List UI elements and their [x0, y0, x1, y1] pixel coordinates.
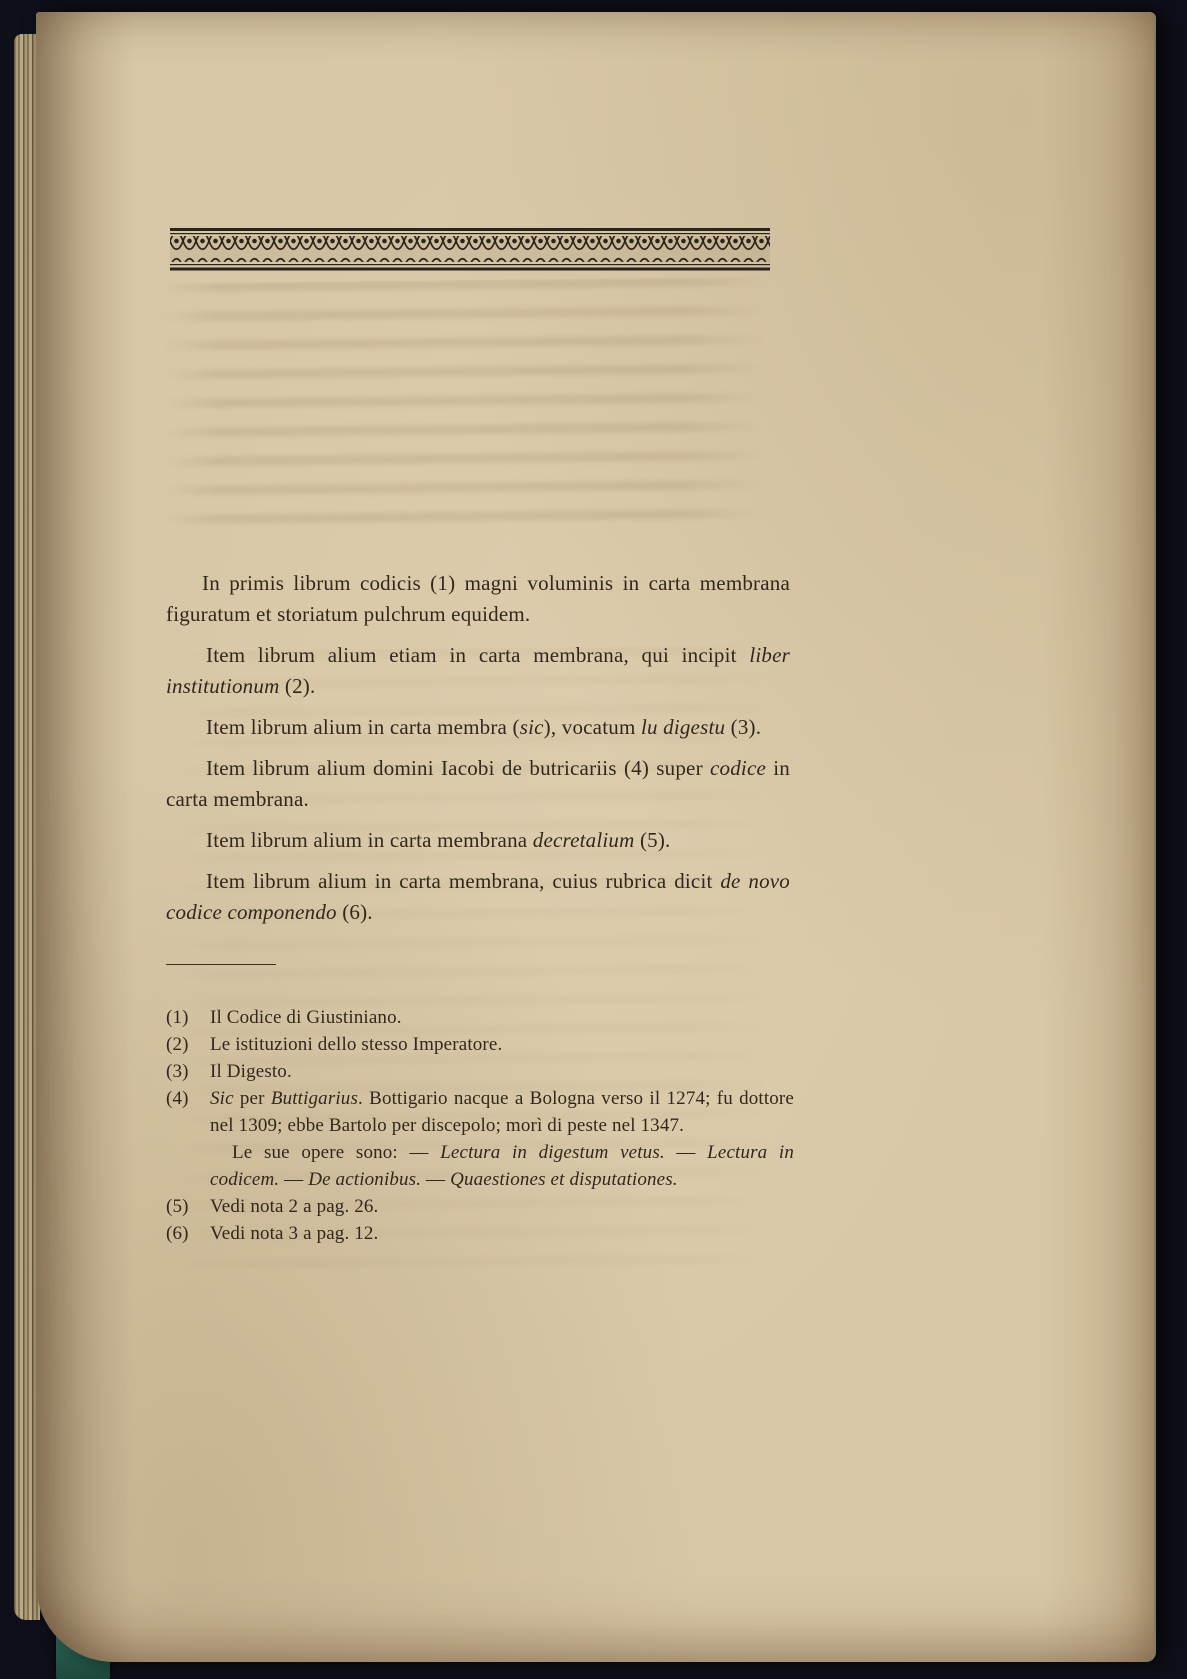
paragraph	[166, 866, 790, 928]
footnote-body	[210, 1193, 794, 1220]
paragraph	[166, 712, 790, 743]
text: (2).	[279, 674, 316, 698]
footnote-paragraph	[210, 1193, 794, 1220]
text: Vedi nota 2 a pag. 26.	[210, 1196, 379, 1217]
footnote	[166, 1193, 794, 1220]
footnote-body	[210, 1031, 794, 1058]
italic-text: de novo codice componendo	[166, 869, 790, 924]
italic-text: Buttigarius	[270, 1088, 359, 1109]
italic-text: decretalium	[532, 828, 635, 852]
footnote-paragraph	[210, 1004, 794, 1031]
footnote-paragraph	[210, 1220, 794, 1247]
footnote-paragraph	[210, 1085, 794, 1139]
text: Il Codice di Giustiniano.	[210, 1007, 402, 1028]
text: Le sue opere sono: —	[232, 1142, 441, 1163]
footnote	[166, 1220, 794, 1247]
paragraph	[166, 825, 790, 856]
text: —	[664, 1142, 708, 1163]
ornamental-band	[170, 228, 770, 272]
main-text-block	[166, 568, 790, 938]
footnote-paragraph	[210, 1058, 794, 1085]
italic-text: Sic	[210, 1088, 234, 1109]
footnote-body	[210, 1004, 794, 1031]
footnote-label: (6)	[166, 1223, 189, 1244]
text: Il Digesto.	[210, 1061, 292, 1082]
text: ), vocatum	[543, 715, 641, 739]
italic-text: De actionibus.	[308, 1169, 422, 1190]
paragraph	[166, 568, 790, 630]
footnote-paragraph	[210, 1139, 794, 1193]
footnote-label: (4)	[166, 1088, 189, 1109]
paragraph	[166, 640, 790, 702]
italic-text: Quaestiones et disputationes.	[450, 1169, 678, 1190]
footnote-body	[210, 1058, 794, 1085]
text: . Bottigario nacque a Bologna verso il 1274; fu dottore nel 1309; ebbe Bartolo per discepolo; morì di peste nel 1347.	[210, 1088, 794, 1136]
footnote	[166, 1031, 794, 1058]
italic-text: liber institutionum	[166, 643, 790, 698]
text: Le istituzioni dello stesso Imperatore.	[210, 1034, 503, 1055]
text: In primis librum codicis (1) magni voluminis in carta membrana figuratum et storiatum pulchrum equidem.	[166, 571, 790, 626]
footnotes-block	[166, 1004, 794, 1247]
footnote-body	[210, 1085, 794, 1193]
text: (5).	[634, 828, 671, 852]
text: per	[233, 1088, 271, 1109]
text: Vedi nota 3 a pag. 12.	[210, 1223, 379, 1244]
footnote	[166, 1004, 794, 1031]
text: Item librum alium in carta membra (	[206, 715, 520, 739]
text: Item librum alium domini Iacobi de butricariis (4) super	[206, 756, 711, 780]
text: Item librum alium etiam in carta membrana, qui incipit	[206, 643, 750, 667]
footnote	[166, 1058, 794, 1085]
footnote-body	[210, 1220, 794, 1247]
footnote-label: (2)	[166, 1034, 189, 1055]
page	[36, 12, 1154, 1662]
text: (3).	[725, 715, 762, 739]
text: —	[279, 1169, 309, 1190]
footnote-label: (3)	[166, 1061, 189, 1082]
text: Item librum alium in carta membrana, cuius rubrica dicit	[206, 869, 721, 893]
footnote-label: (1)	[166, 1007, 189, 1028]
show-through-text	[164, 277, 766, 539]
italic-text: lu digestu	[640, 715, 726, 739]
footnote-label: (5)	[166, 1196, 189, 1217]
text: Item librum alium in carta membrana	[206, 828, 533, 852]
italic-text: Lectura in digestum vetus.	[440, 1142, 665, 1163]
text: in carta membrana.	[166, 756, 790, 811]
footnote-rule	[166, 964, 276, 965]
text: (6).	[336, 900, 373, 924]
footnote	[166, 1085, 794, 1193]
italic-text: codice	[710, 756, 767, 780]
italic-text: sic	[519, 715, 544, 739]
paragraph	[166, 753, 790, 815]
footnote-paragraph	[210, 1031, 794, 1058]
text: —	[421, 1169, 451, 1190]
italic-text: Lectura in codicem.	[210, 1142, 795, 1190]
